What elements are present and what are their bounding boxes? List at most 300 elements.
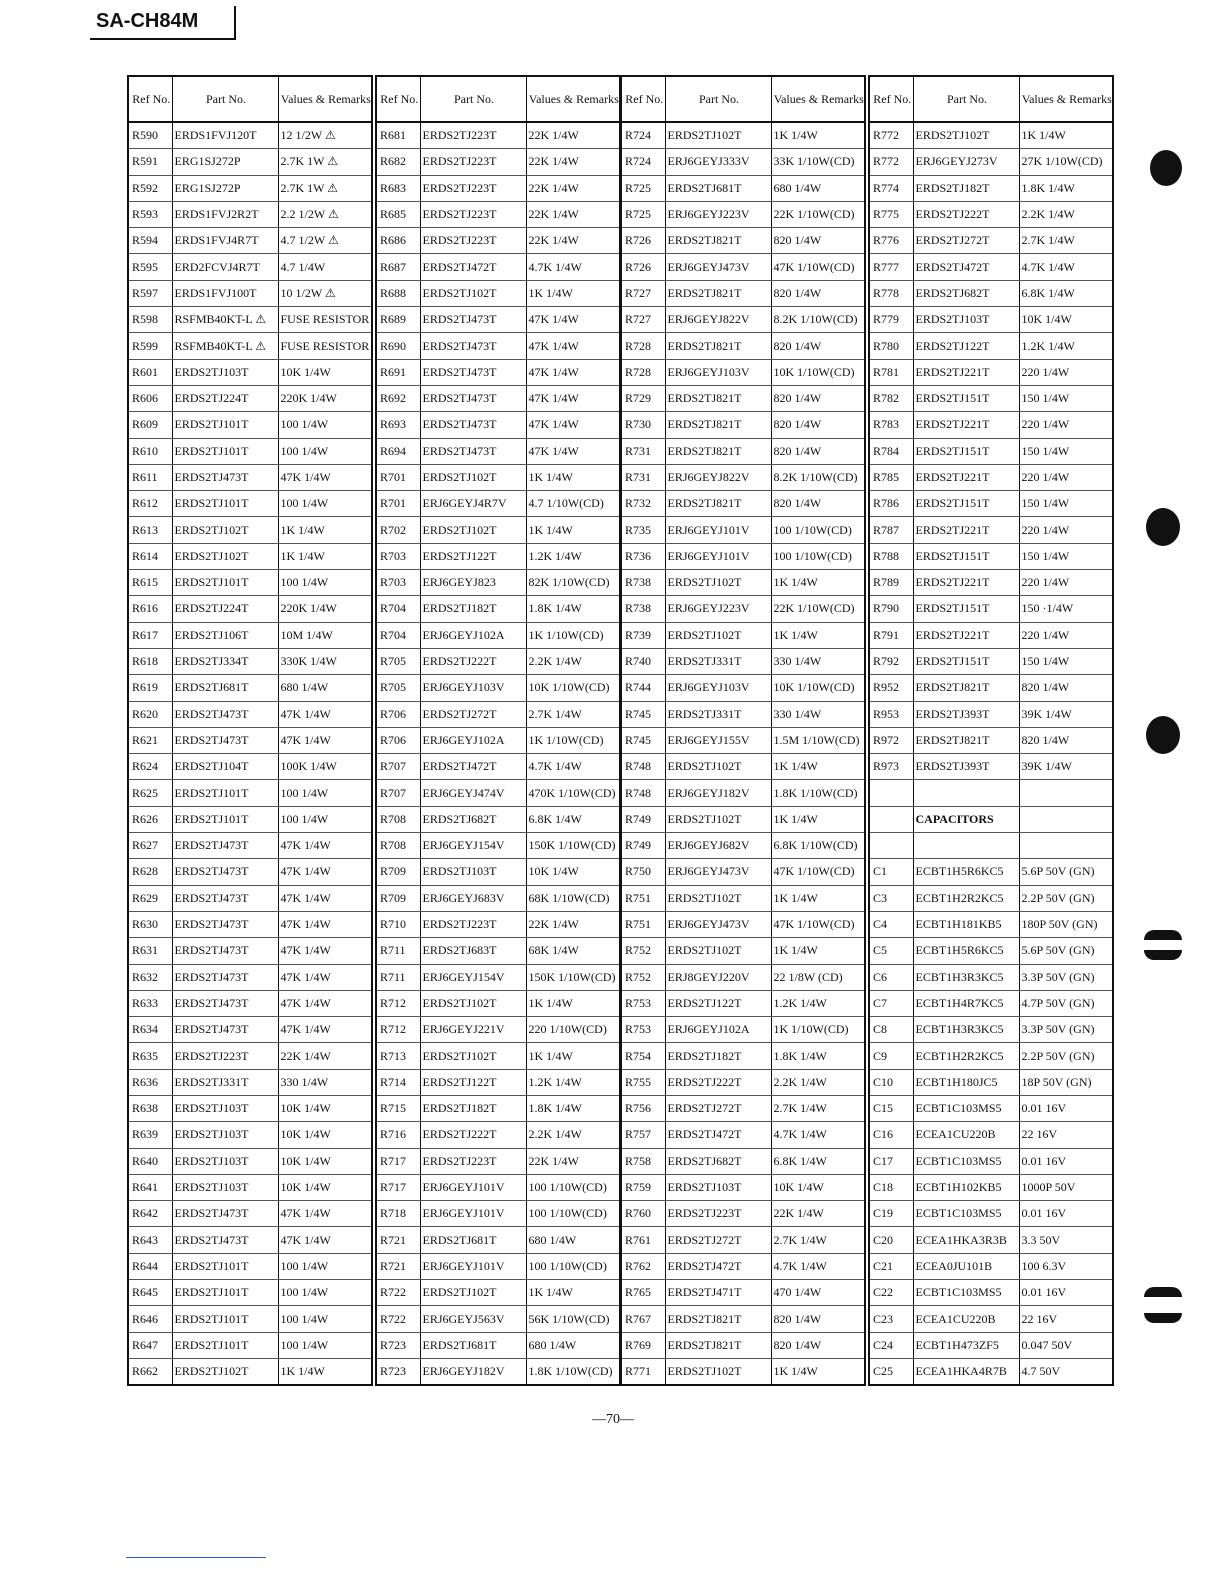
table-row [376, 1017, 620, 1043]
ref-no-cell: R612 [128, 491, 172, 517]
ref-no-cell: R736 [621, 543, 665, 569]
part-no-cell: ERDS2TJ102T [420, 517, 526, 543]
ref-no-cell: C21 [869, 1253, 913, 1279]
part-no-cell: ERDS2TJ223T [420, 228, 526, 254]
ref-no-cell: R611 [128, 464, 172, 490]
part-no-cell: ERDS2TJ682T [420, 806, 526, 832]
table-row [621, 833, 865, 859]
value-cell: 220 1/4W [1019, 464, 1113, 490]
value-cell: 820 1/4W [771, 228, 865, 254]
part-no-cell: ERJ6GEYJ101V [420, 1174, 526, 1200]
table-row [621, 280, 865, 306]
ref-no-cell [869, 833, 913, 859]
ref-no-cell: R721 [376, 1253, 420, 1279]
punch-hole-5 [1144, 950, 1182, 960]
value-cell: 47K 1/4W [278, 859, 372, 885]
table-row [869, 333, 1113, 359]
value-cell: 47K 1/4W [278, 701, 372, 727]
part-no-cell: ERDS2TJ473T [420, 438, 526, 464]
table-row [869, 175, 1113, 201]
ref-no-cell: R629 [128, 885, 172, 911]
ref-no-cell [869, 780, 913, 806]
value-cell: 100K 1/4W [278, 754, 372, 780]
value-cell: 0.01 16V [1019, 1148, 1113, 1174]
table-row [376, 859, 620, 885]
ref-no-cell: R772 [869, 149, 913, 175]
table-row [621, 1227, 865, 1253]
value-cell: 10K 1/4W [278, 359, 372, 385]
ref-no-cell: R686 [376, 228, 420, 254]
ref-no-cell: R633 [128, 990, 172, 1016]
value-cell: 47K 1/4W [278, 727, 372, 753]
table-row [376, 385, 620, 411]
table-row [376, 175, 620, 201]
value-cell: 4.7 1/10W(CD) [526, 491, 620, 517]
value-cell: 2.7K 1/4W [1019, 228, 1113, 254]
ref-no-cell: R745 [621, 727, 665, 753]
ref-no-cell: R790 [869, 596, 913, 622]
ref-no-cell: R791 [869, 622, 913, 648]
table-row [869, 701, 1113, 727]
part-no-cell: ERDS2TJ473T [172, 885, 278, 911]
part-no-cell: ECEA1CU220B [913, 1122, 1019, 1148]
table-row [376, 1280, 620, 1306]
value-cell: 39K 1/4W [1019, 701, 1113, 727]
part-no-cell: ERD2FCVJ4R7T [172, 254, 278, 280]
table-row [128, 122, 372, 149]
table-row [869, 280, 1113, 306]
table-row [128, 517, 372, 543]
part-no-cell: ERDS2TJ151T [913, 596, 1019, 622]
part-no-cell: ERDS2TJ151T [913, 491, 1019, 517]
table-row [869, 964, 1113, 990]
part-no-header: Part No. [172, 76, 278, 122]
part-no-cell: ERDS2TJ102T [420, 1043, 526, 1069]
part-no-cell: ERDS2TJ102T [665, 806, 771, 832]
table-row [128, 964, 372, 990]
value-cell: 10K 1/4W [278, 1095, 372, 1121]
value-cell: 68K 1/10W(CD) [526, 885, 620, 911]
ref-no-cell: C8 [869, 1017, 913, 1043]
part-no-cell: ERDS2TJ221T [913, 622, 1019, 648]
table-row [128, 1280, 372, 1306]
table-row [869, 491, 1113, 517]
part-no-cell: ECEA1CU220B [913, 1306, 1019, 1332]
ref-no-cell: R755 [621, 1069, 665, 1095]
table-row [869, 1122, 1113, 1148]
value-cell: 22 1/8W (CD) [771, 964, 865, 990]
value-cell: 150K 1/10W(CD) [526, 964, 620, 990]
value-cell: 100 1/4W [278, 780, 372, 806]
table-row [621, 543, 865, 569]
table-row [128, 754, 372, 780]
ref-no-cell: C20 [869, 1227, 913, 1253]
value-cell: 1.8K 1/4W [771, 1043, 865, 1069]
part-no-cell: ERDS2TJ224T [172, 385, 278, 411]
ref-no-cell: R643 [128, 1227, 172, 1253]
ref-no-cell: R738 [621, 570, 665, 596]
part-no-cell: ERDS2TJ223T [420, 149, 526, 175]
table-row [869, 412, 1113, 438]
table-row [621, 806, 865, 832]
value-cell: 47K 1/4W [526, 307, 620, 333]
table-row [869, 1227, 1113, 1253]
value-cell: 1.2K 1/4W [526, 1069, 620, 1095]
part-no-cell: ERJ6GEYJ223V [665, 596, 771, 622]
ref-no-cell: R632 [128, 964, 172, 990]
ref-no-cell: R640 [128, 1148, 172, 1174]
table-row [376, 517, 620, 543]
ref-no-cell: R756 [621, 1095, 665, 1121]
table-row [376, 1227, 620, 1253]
ref-no-cell: R718 [376, 1201, 420, 1227]
table-header-row [621, 76, 865, 122]
value-cell: 1K 1/4W [278, 517, 372, 543]
ref-no-cell: R714 [376, 1069, 420, 1095]
part-no-cell: ERJ6GEYJ101V [420, 1201, 526, 1227]
value-cell: 10K 1/4W [526, 859, 620, 885]
ref-no-cell: R707 [376, 754, 420, 780]
part-no-cell: ERDS2TJ151T [913, 385, 1019, 411]
part-no-cell: ERJ6GEYJ823 [420, 570, 526, 596]
value-cell: 330K 1/4W [278, 648, 372, 674]
table-row [621, 1201, 865, 1227]
value-cell: 100 1/4W [278, 570, 372, 596]
table-row [621, 675, 865, 701]
ref-no-cell: C25 [869, 1358, 913, 1385]
part-no-cell: ECEA1HKA3R3B [913, 1227, 1019, 1253]
value-cell: 22K 1/4W [526, 122, 620, 149]
ref-no-cell: R776 [869, 228, 913, 254]
value-cell: 4.7 50V [1021, 1364, 1061, 1379]
table-row [128, 491, 372, 517]
table-row [869, 1306, 1113, 1332]
value-cell: 1K 1/4W [771, 754, 865, 780]
value-cell: 4.7K 1/4W [771, 1122, 865, 1148]
ref-no-cell: R751 [621, 885, 665, 911]
part-no-cell: ERDS2TJ101T [172, 1306, 278, 1332]
value-cell: 6.8K 1/4W [1019, 280, 1113, 306]
part-no-cell: ERDS2TJ272T [913, 228, 1019, 254]
ref-no-cell: C7 [869, 990, 913, 1016]
value-cell: 10K 1/4W [278, 1122, 372, 1148]
ref-no-cell: R771 [621, 1358, 665, 1385]
value-cell: 680 1/4W [278, 675, 372, 701]
ref-no-cell: R725 [621, 175, 665, 201]
part-no-cell: RSFMB40KT-L ⚠ [172, 333, 278, 359]
part-no-cell: ERJ6GEYJ182V [665, 780, 771, 806]
value-cell: 10K 1/10W(CD) [771, 675, 865, 701]
value-cell: 150 1/4W [1019, 438, 1113, 464]
table-row [128, 780, 372, 806]
table-row [869, 648, 1113, 674]
value-cell: 820 1/4W [771, 438, 865, 464]
ref-no-cell: R647 [128, 1332, 172, 1358]
value-cell: 10K 1/4W [771, 1174, 865, 1200]
part-no-cell: ERDS2TJ101T [172, 412, 278, 438]
table-row [621, 596, 865, 622]
table-row [376, 622, 620, 648]
value-cell: 100 1/4W [278, 1253, 372, 1279]
ref-no-cell: R634 [128, 1017, 172, 1043]
value-cell: 1K 1/4W [526, 464, 620, 490]
part-no-cell: ERJ6GEYJ4R7V [420, 491, 526, 517]
ref-no-cell: R662 [128, 1358, 172, 1385]
part-no-cell: ERDS2TJ182T [665, 1043, 771, 1069]
value-cell: 4.7 1/4W [278, 254, 372, 280]
part-no-cell: ERDS2TJ102T [420, 464, 526, 490]
ref-no-cell: R758 [621, 1148, 665, 1174]
ref-no-cell: R786 [869, 491, 913, 517]
ref-no-cell [869, 806, 913, 832]
table-row [128, 1043, 372, 1069]
part-no-cell: ERDS2TJ473T [172, 1227, 278, 1253]
part-no-cell: ECBT1C103MS5 [913, 1148, 1019, 1174]
table-row [128, 596, 372, 622]
part-no-cell: ERDS1FVJ4R7T [172, 228, 278, 254]
value-cell: 22 16V [1019, 1122, 1113, 1148]
ref-no-cell: C17 [869, 1148, 913, 1174]
table-row [621, 1174, 865, 1200]
part-no-cell: ERJ6GEYJ822V [665, 464, 771, 490]
part-no-cell: ERDS2TJ101T [172, 438, 278, 464]
value-cell: 1K 1/4W [771, 122, 865, 149]
part-no-cell: ERDS2TJ102T [172, 543, 278, 569]
ref-no-cell: R716 [376, 1122, 420, 1148]
ref-no-cell: R779 [869, 307, 913, 333]
table-row [376, 122, 620, 149]
table-row [621, 464, 865, 490]
value-cell: 56K 1/10W(CD) [526, 1306, 620, 1332]
table-row [869, 1017, 1113, 1043]
part-no-cell: ERJ8GEYJ220V [665, 964, 771, 990]
ref-no-cell: R631 [128, 938, 172, 964]
table-row [869, 464, 1113, 490]
ref-no-cell: R710 [376, 911, 420, 937]
part-no-cell [913, 833, 1019, 859]
ref-no-cell: R609 [128, 412, 172, 438]
value-cell: 4.7 1/2W ⚠ [278, 228, 372, 254]
part-no-cell: ERDS2TJ122T [913, 333, 1019, 359]
ref-no-cell: R701 [376, 464, 420, 490]
value-cell: 0.01 16V [1019, 1280, 1113, 1306]
ref-no-cell: R717 [376, 1174, 420, 1200]
ref-no-cell: R694 [376, 438, 420, 464]
table-row [869, 228, 1113, 254]
value-cell: FUSE RESISTOR [278, 307, 372, 333]
table-row [376, 964, 620, 990]
table-row [869, 438, 1113, 464]
ref-no-cell: R785 [869, 464, 913, 490]
value-cell: 1.8K 1/10W(CD) [771, 780, 865, 806]
punch-hole-2 [1146, 508, 1180, 546]
table-row [128, 1332, 372, 1358]
value-cell: 10 1/2W ⚠ [278, 280, 372, 306]
table-row [376, 333, 620, 359]
part-no-cell: ERDS2TJ471T [665, 1280, 771, 1306]
value-cell: 47K 1/4W [278, 911, 372, 937]
value-cell: 1K 1/4W [280, 1364, 325, 1379]
ref-no-cell: R748 [621, 780, 665, 806]
value-cell: 150 1/4W [1019, 648, 1113, 674]
part-no-cell: ERJ6GEYJ683V [420, 885, 526, 911]
ref-no-cell: R705 [376, 648, 420, 674]
ref-no-cell: R729 [621, 385, 665, 411]
part-no-cell: ECEA0JU101B [913, 1253, 1019, 1279]
ref-no-cell: R753 [621, 1017, 665, 1043]
part-no-cell: ERDS2TJ101T [172, 1332, 278, 1358]
part-no-cell: ERJ6GEYJ102A [420, 727, 526, 753]
ref-no-cell: C9 [869, 1043, 913, 1069]
value-cell: 220 1/4W [1019, 412, 1113, 438]
value-cell: 47K 1/4W [526, 412, 620, 438]
part-no-header: Part No. [913, 76, 1019, 122]
table-row [376, 1201, 620, 1227]
table-row [621, 1043, 865, 1069]
part-no-cell: ERG1SJ272P [172, 149, 278, 175]
part-no-cell: ERDS2TJ681T [420, 1227, 526, 1253]
value-cell: 820 1/4W [771, 491, 865, 517]
ref-no-cell: R703 [376, 543, 420, 569]
ref-no-cell: R715 [376, 1095, 420, 1121]
ref-no-cell: R751 [621, 911, 665, 937]
ref-no-cell: R617 [128, 622, 172, 648]
part-no-cell: ERG1SJ272P [172, 175, 278, 201]
table-row [621, 175, 865, 201]
value-cell: 150 1/4W [1019, 491, 1113, 517]
part-no-cell: ERJ6GEYJ103V [665, 359, 771, 385]
table-row [869, 833, 1113, 859]
value-cell: 6.8K 1/4W [771, 1148, 865, 1174]
part-no-cell: ECBT1H3R3KC5 [913, 1017, 1019, 1043]
ref-no-cell: R598 [128, 307, 172, 333]
part-no-cell: ERJ6GEYJ221V [420, 1017, 526, 1043]
ref-no-cell: R783 [869, 412, 913, 438]
value-cell: 820 1/4W [1019, 675, 1113, 701]
value-cell: 2.2K 1/4W [771, 1069, 865, 1095]
table-row [621, 780, 865, 806]
part-no-cell: ERJ6GEYJ102A [665, 1017, 771, 1043]
table-row [869, 517, 1113, 543]
value-cell: 680 1/4W [526, 1227, 620, 1253]
ref-no-cell: R717 [376, 1148, 420, 1174]
table-row [621, 1148, 865, 1174]
ref-no-cell: R749 [621, 806, 665, 832]
part-no-cell: ERDS2TJ103T [172, 1174, 278, 1200]
value-cell: 220 1/4W [1019, 359, 1113, 385]
part-no-cell: ERDS2TJ472T [420, 254, 526, 280]
part-no-cell: ERDS2TJ223T [420, 175, 526, 201]
ref-no-cell: R760 [621, 1201, 665, 1227]
value-cell: 1K 1/4W [526, 1043, 620, 1069]
table-row [621, 1095, 865, 1121]
value-cell: 150 1/4W [1019, 543, 1113, 569]
value-cell: 820 1/4W [1019, 727, 1113, 753]
value-cell: 22K 1/4W [771, 1201, 865, 1227]
value-cell: 2.2 1/2W ⚠ [278, 201, 372, 227]
table-row [621, 517, 865, 543]
value-cell: 27K 1/10W(CD) [1019, 149, 1113, 175]
table-row [869, 1332, 1113, 1358]
page-number: —70— [592, 1412, 634, 1427]
ref-no-cell: C23 [869, 1306, 913, 1332]
part-no-cell: ERDS2TJ473T [172, 1017, 278, 1043]
table-row [128, 859, 372, 885]
part-no-cell: ERDS2TJ331T [665, 648, 771, 674]
ref-no-cell: R752 [621, 964, 665, 990]
part-no-cell: ERDS2TJ182T [420, 1095, 526, 1121]
values-remarks-header: Values & Remarks [278, 76, 372, 122]
part-no-cell: ERDS2TJ151T [913, 438, 1019, 464]
part-no-header: Part No. [420, 76, 526, 122]
table-row [128, 1227, 372, 1253]
value-cell [1019, 833, 1113, 859]
part-no-cell: ERDS2TJ222T [913, 201, 1019, 227]
parts-table-2 [375, 75, 621, 1386]
value-cell: 2.7K 1/4W [771, 1227, 865, 1253]
value-cell: 3.3 50V [1019, 1227, 1113, 1253]
ref-no-cell: R740 [621, 648, 665, 674]
table-row [376, 648, 620, 674]
value-cell: 1K 1/4W [526, 517, 620, 543]
value-cell: 4.7K 1/4W [771, 1253, 865, 1279]
ref-no-cell: R703 [376, 570, 420, 596]
part-no-cell: ECBT1C103MS5 [913, 1201, 1019, 1227]
value-cell: 47K 1/4W [526, 333, 620, 359]
part-no-cell: ERJ6GEYJ102A [420, 622, 526, 648]
part-no-cell: ERDS2TJ222T [420, 648, 526, 674]
table-row [128, 1174, 372, 1200]
ref-no-cell: R606 [128, 385, 172, 411]
value-cell: 2.7K 1W ⚠ [278, 149, 372, 175]
ref-no-cell: C6 [869, 964, 913, 990]
value-cell: 2.2K 1/4W [526, 1122, 620, 1148]
part-no-cell: ERDS1FVJ100T [172, 280, 278, 306]
value-cell: 220 1/4W [1019, 517, 1113, 543]
value-cell: 33K 1/10W(CD) [771, 149, 865, 175]
table-row [128, 149, 372, 175]
ref-no-cell: R625 [128, 780, 172, 806]
ref-no-header: Ref No. [128, 76, 172, 122]
table-row [869, 254, 1113, 280]
value-cell: 820 1/4W [771, 412, 865, 438]
table-row [128, 1306, 372, 1332]
ref-no-cell: R618 [128, 648, 172, 674]
value-cell: 150 ·1/4W [1019, 596, 1113, 622]
table-row [621, 412, 865, 438]
table-row [376, 990, 620, 1016]
table-row [128, 1148, 372, 1174]
table-row [621, 333, 865, 359]
table-row [869, 859, 1113, 885]
part-no-cell: ERDS1FVJ120T [172, 122, 278, 149]
ref-no-cell: R788 [869, 543, 913, 569]
table-row [621, 1122, 865, 1148]
ref-no-cell: R713 [376, 1043, 420, 1069]
part-no-cell: ERDS2TJ101T [172, 780, 278, 806]
ref-no-cell: R638 [128, 1095, 172, 1121]
table-row [128, 570, 372, 596]
part-no-cell: ECBT1H2R2KC5 [913, 1043, 1019, 1069]
value-cell: 68K 1/4W [526, 938, 620, 964]
punch-hole-4 [1144, 930, 1182, 940]
table-row [376, 701, 620, 727]
table-row [376, 1069, 620, 1095]
value-cell: 0.01 16V [1019, 1201, 1113, 1227]
ref-no-cell: R728 [621, 333, 665, 359]
value-cell: 10K 1/10W(CD) [771, 359, 865, 385]
value-cell: 1K 1/4W [278, 543, 372, 569]
